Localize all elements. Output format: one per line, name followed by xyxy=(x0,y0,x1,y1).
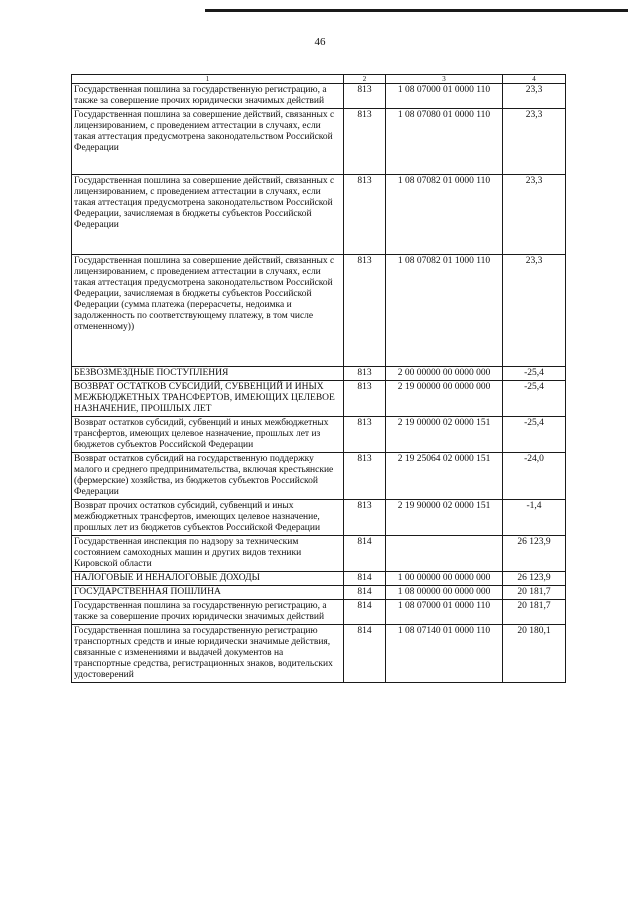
row-sum: 23,3 xyxy=(503,84,566,109)
row-kbk-code: 1 08 07140 01 0000 110 xyxy=(386,625,503,683)
row-admin-code: 814 xyxy=(344,536,386,572)
row-admin-code: 813 xyxy=(344,255,386,367)
row-name: Возврат остатков субсидий на государственную поддержку малого и среднего предпринимательства, включая крестьянские (фермерские) хозяйства, из бюджетов субъектов Российской Федерации xyxy=(72,453,344,500)
row-name: Государственная инспекция по надзору за техническим состоянием самоходных машин и других видов техники Кировской области xyxy=(72,536,344,572)
row-sum: -1,4 xyxy=(503,500,566,536)
row-kbk-code: 2 19 00000 02 0000 151 xyxy=(386,417,503,453)
table-row xyxy=(72,84,566,109)
row-name: БЕЗВОЗМЕЗДНЫЕ ПОСТУПЛЕНИЯ xyxy=(72,367,344,381)
column-number: 4 xyxy=(503,75,566,84)
row-admin-code: 814 xyxy=(344,586,386,600)
row-admin-code: 813 xyxy=(344,84,386,109)
row-admin-code: 813 xyxy=(344,109,386,175)
row-sum: -25,4 xyxy=(503,417,566,453)
table-row xyxy=(72,625,566,683)
row-sum: 26 123,9 xyxy=(503,536,566,572)
row-sum: 23,3 xyxy=(503,255,566,367)
row-admin-code: 813 xyxy=(344,453,386,500)
revenue-table xyxy=(71,74,566,683)
row-admin-code: 813 xyxy=(344,367,386,381)
row-kbk-code: 2 19 25064 02 0000 151 xyxy=(386,453,503,500)
row-admin-code: 813 xyxy=(344,417,386,453)
row-admin-code: 813 xyxy=(344,381,386,417)
row-name: Возврат прочих остатков субсидий, субвенций и иных межбюджетных трансфертов, имеющих целевое назначение, прошлых лет из бюджетов субъектов Российской Федерации xyxy=(72,500,344,536)
row-kbk-code: 1 08 07082 01 1000 110 xyxy=(386,255,503,367)
row-name: Государственная пошлина за совершение действий, связанных с лицензированием, с проведением аттестации в случаях, если такая аттестация предусмотрена законодательством Российской Федерации xyxy=(72,109,344,175)
top-rule xyxy=(205,9,628,12)
row-name: ГОСУДАРСТВЕННАЯ ПОШЛИНА xyxy=(72,586,344,600)
table-row xyxy=(72,500,566,536)
row-kbk-code: 1 08 07082 01 0000 110 xyxy=(386,175,503,255)
row-sum: 20 181,7 xyxy=(503,586,566,600)
row-kbk-code: 1 08 07080 01 0000 110 xyxy=(386,109,503,175)
row-name: НАЛОГОВЫЕ И НЕНАЛОГОВЫЕ ДОХОДЫ xyxy=(72,572,344,586)
row-admin-code: 814 xyxy=(344,600,386,625)
row-name: Государственная пошлина за государственную регистрацию, а также за совершение прочих юридически значимых действий xyxy=(72,600,344,625)
row-kbk-code: 1 08 07000 01 0000 110 xyxy=(386,84,503,109)
column-number: 3 xyxy=(386,75,503,84)
table-row xyxy=(72,417,566,453)
row-sum: 20 181,7 xyxy=(503,600,566,625)
row-name: Государственная пошлина за государственную регистрацию транспортных средств и иные юридически значимые действия, связанные с изменениями и выдачей документов на транспортные средства, регистрационных знаков, водительских удостоверений xyxy=(72,625,344,683)
row-sum: -24,0 xyxy=(503,453,566,500)
table-row xyxy=(72,600,566,625)
table-row xyxy=(72,109,566,175)
row-sum: -25,4 xyxy=(503,367,566,381)
page-number: 46 xyxy=(314,36,326,48)
row-kbk-code: 1 08 00000 00 0000 000 xyxy=(386,586,503,600)
column-number: 1 xyxy=(72,75,344,84)
table-row xyxy=(72,367,566,381)
row-admin-code: 813 xyxy=(344,175,386,255)
row-admin-code: 814 xyxy=(344,572,386,586)
column-number-row xyxy=(72,75,566,84)
row-kbk-code: 2 19 00000 00 0000 000 xyxy=(386,381,503,417)
row-sum: 20 180,1 xyxy=(503,625,566,683)
row-kbk-code xyxy=(386,536,503,572)
row-name: Государственная пошлина за совершение действий, связанных с лицензированием, с проведением аттестации в случаях, если такая аттестация предусмотрена законодательством Российской Федерации, зачисляемая в бюджеты субъектов Российской Федерации (сумма платежа (перерасчеты, недоимка и задолженность по соответствующему платежу, в том числе отмененному)) xyxy=(72,255,344,367)
table-row xyxy=(72,536,566,572)
row-admin-code: 813 xyxy=(344,500,386,536)
table-row xyxy=(72,255,566,367)
table-row xyxy=(72,586,566,600)
row-sum: -25,4 xyxy=(503,381,566,417)
row-sum: 26 123,9 xyxy=(503,572,566,586)
table-row xyxy=(72,175,566,255)
table-row xyxy=(72,453,566,500)
column-number: 2 xyxy=(344,75,386,84)
row-kbk-code: 1 08 07000 01 0000 110 xyxy=(386,600,503,625)
table-row xyxy=(72,381,566,417)
row-kbk-code: 2 00 00000 00 0000 000 xyxy=(386,367,503,381)
table-row xyxy=(72,572,566,586)
row-sum: 23,3 xyxy=(503,109,566,175)
row-kbk-code: 1 00 00000 00 0000 000 xyxy=(386,572,503,586)
row-kbk-code: 2 19 90000 02 0000 151 xyxy=(386,500,503,536)
row-name: Возврат остатков субсидий, субвенций и иных межбюджетных трансфертов, имеющих целевое назначение, прошлых лет из бюджетов субъектов Российской Федерации xyxy=(72,417,344,453)
row-name: ВОЗВРАТ ОСТАТКОВ СУБСИДИЙ, СУБВЕНЦИЙ И ИНЫХ МЕЖБЮДЖЕТНЫХ ТРАНСФЕРТОВ, ИМЕЮЩИХ ЦЕЛЕВОЕ НАЗНАЧЕНИЕ, ПРОШЛЫХ ЛЕТ xyxy=(72,381,344,417)
row-sum: 23,3 xyxy=(503,175,566,255)
row-admin-code: 814 xyxy=(344,625,386,683)
row-name: Государственная пошлина за государственную регистрацию, а также за совершение прочих юридически значимых действий xyxy=(72,84,344,109)
row-name: Государственная пошлина за совершение действий, связанных с лицензированием, с проведением аттестации в случаях, если такая аттестация предусмотрена законодательством Российской Федерации, зачисляемая в бюджеты субъектов Российской Федерации xyxy=(72,175,344,255)
